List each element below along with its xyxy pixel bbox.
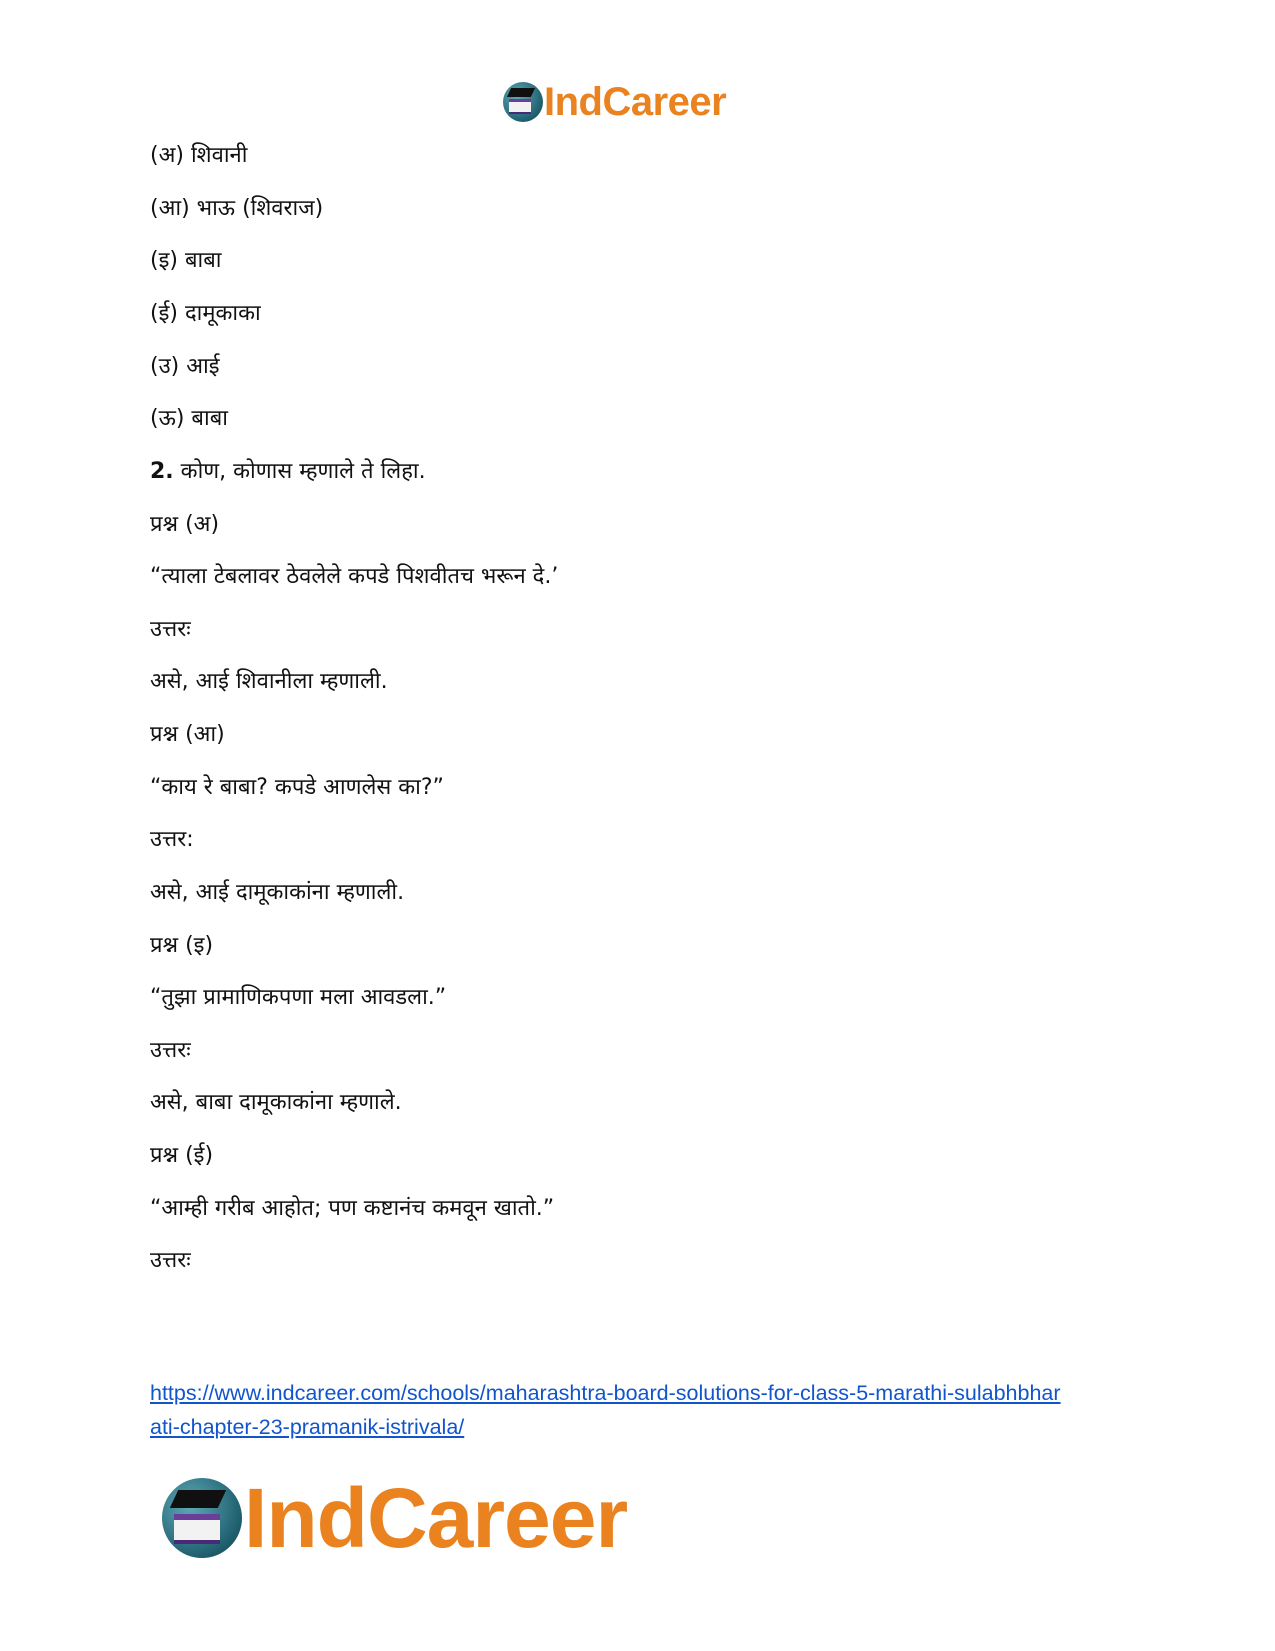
answer-option-ii: (ई) दामूकाका [150, 301, 261, 326]
header-logo [503, 78, 726, 126]
question-heading [150, 458, 426, 486]
graduation-book-icon [503, 82, 543, 122]
question-number: 2. [150, 459, 174, 484]
quote-text: “तुझा प्रामाणिकपणा मला आवडला.” [150, 985, 447, 1010]
quote-text: “काय रे बाबा? कपडे आणलेस का?” [150, 775, 444, 800]
answer-text: असे, आई दामूकाकांना म्हणाली. [150, 880, 405, 905]
answer-label: उत्तरः [150, 1248, 191, 1273]
source-link-line-1[interactable]: https://www.indcareer.com/schools/maharashtra-board-solutions-for-class-5-marathi-sulabhbhar [150, 1381, 1061, 1405]
question-text: कोण, कोणास म्हणाले ते लिहा. [180, 459, 426, 484]
graduation-book-icon [162, 1478, 242, 1558]
quote-text: “आम्ही गरीब आहोत; पण कष्टानंच कमवून खातो.” [150, 1196, 555, 1221]
answer-label: उत्तरः [150, 617, 191, 642]
prashna-label: प्रश्न (अ) [150, 512, 220, 537]
quote-text: “त्याला टेबलावर ठेवलेले कपडे पिशवीतच भरून दे.’ [150, 564, 559, 589]
answer-text: असे, बाबा दामूकाकांना म्हणाले. [150, 1090, 402, 1115]
answer-option-uu: (ऊ) बाबा [150, 406, 228, 431]
prashna-label: प्रश्न (इ) [150, 933, 214, 958]
answer-option-aa: (आ) भाऊ (शिवराज) [150, 196, 324, 221]
answer-option-u: (उ) आई [150, 354, 220, 379]
header-logo-text: IndCareer [544, 80, 727, 124]
answer-label: उत्तर: [150, 827, 194, 852]
footer-logo-text: IndCareer [244, 1471, 628, 1565]
answer-option-i: (इ) बाबा [150, 248, 222, 273]
answer-text: असे, आई शिवानीला म्हणाली. [150, 669, 388, 694]
footer-logo [162, 1473, 627, 1563]
prashna-label: प्रश्न (ई) [150, 1143, 214, 1168]
answer-label: उत्तरः [150, 1038, 191, 1063]
source-link-line-2[interactable]: ati-chapter-23-pramanik-istrivala/ [150, 1415, 465, 1439]
prashna-label: प्रश्न (आ) [150, 722, 225, 747]
answer-option-a: (अ) शिवानी [150, 143, 248, 168]
